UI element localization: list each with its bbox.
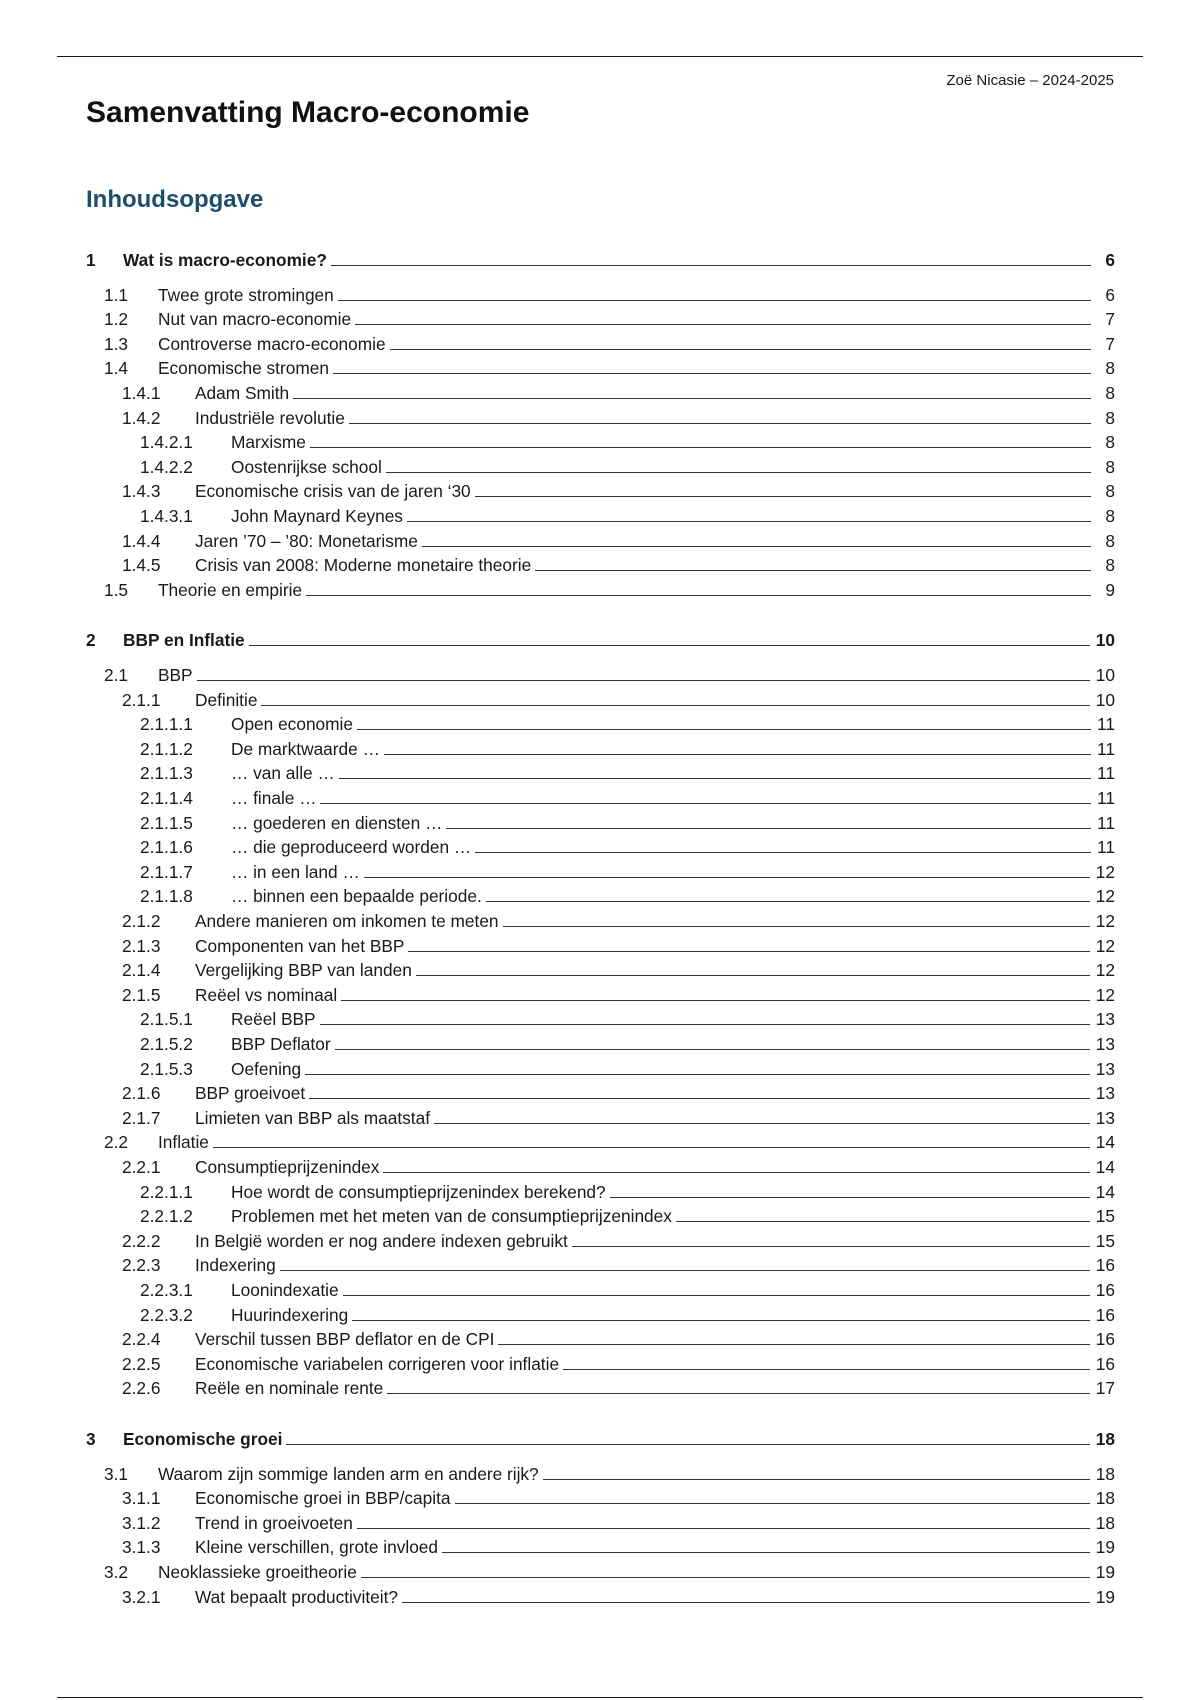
toc-leader-line <box>293 398 1091 399</box>
toc-entry-number: 2.2.1.2 <box>140 1206 193 1227</box>
toc-entry-title: BBP groeivoet <box>195 1083 306 1104</box>
toc-entry[interactable] <box>86 784 1115 808</box>
toc-entry-page: 19 <box>1095 1537 1115 1558</box>
toc-entry-number: 2.2 <box>104 1132 129 1153</box>
toc-entry[interactable] <box>86 453 1115 477</box>
toc-entry-page: 9 <box>1105 579 1115 600</box>
toc-leader-line <box>416 975 1090 976</box>
toc-entry[interactable] <box>86 1301 1115 1325</box>
toc-entry-page: 16 <box>1095 1255 1115 1276</box>
toc-entry-title: Indexering <box>195 1255 276 1276</box>
toc-entry-page: 16 <box>1095 1304 1115 1325</box>
toc-entry-number: 3.1.3 <box>122 1537 161 1558</box>
toc-leader-line <box>386 472 1091 473</box>
toc-entry-page: 13 <box>1095 1009 1115 1030</box>
toc-leader-line <box>486 901 1090 902</box>
toc-entry-number: 2.1.1.4 <box>140 788 193 808</box>
toc-leader-line <box>305 1074 1090 1075</box>
toc-entry[interactable] <box>86 1030 1115 1054</box>
toc-entry-number: 2.2.6 <box>122 1378 161 1399</box>
toc-entry[interactable] <box>86 1227 1115 1251</box>
toc-entry-number: 1.2 <box>104 309 129 330</box>
toc-leader-line <box>310 447 1091 448</box>
toc-entry[interactable] <box>86 833 1115 857</box>
toc-entry[interactable] <box>86 428 1115 452</box>
toc-entry-title: Reëel BBP <box>231 1009 316 1030</box>
toc-entry-number: 2.2.1.1 <box>140 1181 193 1202</box>
toc-entry-title: John Maynard Keynes <box>231 506 403 526</box>
toc-leader-line <box>442 1552 1090 1553</box>
toc-entry[interactable] <box>86 686 1115 710</box>
toc-entry[interactable] <box>86 882 1115 906</box>
toc-entry-number: 2.1.1.7 <box>140 861 193 882</box>
toc-entry-title: Industriële revolutie <box>195 407 345 428</box>
toc-entry-page: 16 <box>1095 1329 1115 1350</box>
toc-entry-number: 2.1 <box>104 665 129 685</box>
toc-entry-number: 2.1.3 <box>122 935 161 956</box>
toc-entry-page: 18 <box>1095 1429 1115 1449</box>
toc-entry-title: BBP <box>158 665 193 685</box>
toc-entry-title: Problemen met het meten van de consumptieprijzenindex <box>231 1206 672 1227</box>
toc-entry-page: 17 <box>1095 1378 1115 1399</box>
toc-leader-line <box>339 778 1091 779</box>
toc-entry[interactable] <box>86 1251 1115 1275</box>
toc-entry-page: 6 <box>1105 284 1115 305</box>
toc-entry-number: 1.4.1 <box>122 383 161 403</box>
toc-entry-page: 18 <box>1095 1463 1115 1484</box>
toc-entry-title: BBP Deflator <box>231 1034 331 1054</box>
toc-entry-title: Huurindexering <box>231 1304 349 1325</box>
toc-entry-title: Wat bepaalt productiviteit? <box>195 1586 399 1607</box>
toc-entry-number: 2 <box>86 630 96 651</box>
toc-entry-number: 3.1.2 <box>122 1512 161 1533</box>
toc-leader-line <box>320 803 1091 804</box>
toc-entry-page: 8 <box>1105 506 1115 526</box>
toc-entry-title: … van alle … <box>231 763 335 784</box>
toc-leader-line <box>402 1602 1090 1603</box>
toc-entry[interactable] <box>86 1276 1115 1300</box>
toc-entry[interactable] <box>86 735 1115 759</box>
toc-entry-title: Open economie <box>231 714 354 735</box>
toc-entry-page: 12 <box>1095 861 1115 882</box>
toc-entry-number: 1.4 <box>104 358 129 379</box>
toc-entry-page: 13 <box>1095 1034 1115 1054</box>
toc-leader-line <box>408 951 1089 952</box>
toc-leader-line <box>387 1393 1089 1394</box>
toc-entry-title: Inflatie <box>158 1132 209 1153</box>
toc-leader-line <box>543 1479 1090 1480</box>
toc-entry-page: 18 <box>1095 1512 1115 1533</box>
toc-leader-line <box>535 570 1091 571</box>
toc-leader-line <box>364 877 1090 878</box>
document-title: Samenvatting Macro-economie <box>86 96 530 129</box>
author-year: Zoë Nicasie – 2024-2025 <box>946 72 1114 89</box>
toc-entry-page: 7 <box>1105 309 1115 330</box>
toc-entry[interactable] <box>86 932 1115 956</box>
toc-leader-line <box>349 423 1091 424</box>
toc-leader-line <box>475 852 1091 853</box>
toc-entry-number: 2.1.5.3 <box>140 1058 193 1079</box>
toc-entry[interactable] <box>86 661 1115 685</box>
toc-entry-title: In België worden er nog andere indexen gebruikt <box>195 1230 568 1251</box>
toc-entry-title: Economische crisis van de jaren ‘30 <box>195 481 471 502</box>
toc-leader-line <box>333 373 1091 374</box>
toc-entry-page: 10 <box>1095 665 1115 685</box>
toc-leader-line <box>455 1503 1090 1504</box>
toc-entry-number: 2.1.1.5 <box>140 812 193 833</box>
toc-entry[interactable] <box>86 710 1115 734</box>
toc-entry-page: 15 <box>1095 1206 1115 1227</box>
toc-leader-line <box>422 546 1091 547</box>
toc-leader-line <box>213 1147 1090 1148</box>
toc-entry-number: 3.1 <box>104 1463 129 1484</box>
toc-entry-title: Waarom zijn sommige landen arm en andere rijk? <box>158 1463 539 1484</box>
toc-entry-title: Jaren ’70 – ’80: Monetarisme <box>195 530 418 551</box>
toc-entry-title: … die geproduceerd worden … <box>231 837 472 858</box>
toc-entry-number: 1.4.2.1 <box>140 432 193 453</box>
toc-entry-page: 10 <box>1095 630 1115 651</box>
toc-leader-line <box>357 1528 1090 1529</box>
toc-entry[interactable] <box>86 1460 1115 1484</box>
toc-leader-line <box>498 1344 1089 1345</box>
toc-entry[interactable] <box>86 1558 1115 1582</box>
toc-entry-title: Economische groei in BBP/capita <box>195 1488 451 1509</box>
toc-entry-page: 12 <box>1095 911 1115 931</box>
toc-entry-title: Verschil tussen BBP deflator en de CPI <box>195 1329 495 1350</box>
toc-leader-line <box>475 496 1091 497</box>
toc-entry-title: … binnen een bepaalde periode. <box>231 886 482 907</box>
toc-leader-line <box>286 1444 1089 1445</box>
toc-entry[interactable] <box>86 907 1115 931</box>
toc-chapter[interactable] <box>86 1425 1115 1449</box>
toc-entry[interactable] <box>86 1509 1115 1533</box>
toc-leader-line <box>280 1270 1090 1271</box>
toc-entry-page: 8 <box>1105 481 1115 502</box>
toc-entry-page: 7 <box>1105 333 1115 354</box>
toc-entry-title: … in een land … <box>231 861 360 882</box>
toc-leader-line <box>361 1577 1090 1578</box>
toc-entry-page: 11 <box>1097 788 1115 808</box>
toc-entry-number: 1.5 <box>104 579 129 600</box>
toc-entry-page: 8 <box>1105 383 1115 403</box>
toc-leader-line <box>352 1320 1090 1321</box>
toc-entry[interactable] <box>86 1533 1115 1557</box>
toc-entry-number: 2.1.1.3 <box>140 763 193 784</box>
toc-entry-number: 2.2.3.2 <box>140 1304 193 1325</box>
toc-entry-number: 2.1.2 <box>122 911 161 931</box>
toc-entry[interactable] <box>86 1178 1115 1202</box>
toc-leader-line <box>503 926 1090 927</box>
toc-entry-title: Wat is macro-economie? <box>123 250 327 270</box>
toc-entry-title: Andere manieren om inkomen te meten <box>195 911 499 931</box>
toc-leader-line <box>331 265 1091 266</box>
toc-entry-number: 2.2.2 <box>122 1230 161 1251</box>
toc-entry[interactable] <box>86 354 1115 378</box>
toc-entry-page: 14 <box>1095 1132 1115 1153</box>
toc-entry-page: 8 <box>1105 407 1115 428</box>
toc-entry[interactable] <box>86 305 1115 329</box>
toc-entry-title: Marxisme <box>231 432 306 453</box>
toc-entry[interactable] <box>86 379 1115 403</box>
toc-entry-page: 8 <box>1105 530 1115 551</box>
toc-entry-number: 2.1.1 <box>122 689 161 710</box>
toc-entry-number: 2.1.4 <box>122 960 161 981</box>
toc-entry[interactable] <box>86 404 1115 428</box>
toc-leader-line <box>338 300 1091 301</box>
toc-entry[interactable] <box>86 1079 1115 1103</box>
toc-entry-number: 2.1.5.1 <box>140 1009 193 1030</box>
toc-leader-line <box>390 349 1091 350</box>
toc-entry-page: 13 <box>1095 1107 1115 1128</box>
toc-entry-page: 10 <box>1095 689 1115 710</box>
toc-entry-title: Theorie en empirie <box>158 579 303 600</box>
toc-entry-page: 19 <box>1095 1586 1115 1607</box>
toc-entry-page: 11 <box>1097 714 1115 735</box>
toc-leader-line <box>335 1049 1090 1050</box>
toc-entry[interactable] <box>86 1350 1115 1374</box>
toc-entry-title: De marktwaarde … <box>231 738 380 759</box>
toc-entry-page: 8 <box>1105 358 1115 379</box>
toc-entry-title: Kleine verschillen, grote invloed <box>195 1537 439 1558</box>
toc-entry-number: 1.4.5 <box>122 555 161 576</box>
toc-entry-number: 2.1.6 <box>122 1083 161 1104</box>
toc-entry[interactable] <box>86 1055 1115 1079</box>
toc-entry-title: Oefening <box>231 1058 302 1079</box>
toc-leader-line <box>355 324 1091 325</box>
toc-entry-number: 2.2.4 <box>122 1329 161 1350</box>
toc-leader-line <box>676 1221 1090 1222</box>
toc-entry-title: Adam Smith <box>195 383 290 403</box>
toc-leader-line <box>384 754 1091 755</box>
toc-entry[interactable] <box>86 1104 1115 1128</box>
toc-entry-page: 6 <box>1105 250 1115 270</box>
toc-entry-page: 14 <box>1095 1181 1115 1202</box>
toc-entry-page: 12 <box>1095 935 1115 956</box>
toc-entry-page: 8 <box>1105 456 1115 477</box>
toc-entry-page: 8 <box>1105 555 1115 576</box>
toc-leader-line <box>407 521 1091 522</box>
toc-leader-line <box>306 595 1091 596</box>
toc-entry-page: 15 <box>1095 1230 1115 1251</box>
toc-entry-page: 11 <box>1097 763 1115 784</box>
toc-entry-title: Crisis van 2008: Moderne monetaire theorie <box>195 555 532 576</box>
toc-entry[interactable] <box>86 956 1115 980</box>
footer-rule <box>57 1697 1143 1698</box>
toc-entry-title: … finale … <box>231 788 317 808</box>
toc-entry[interactable] <box>86 477 1115 501</box>
toc-entry[interactable] <box>86 759 1115 783</box>
toc-entry-title: Nut van macro-economie <box>158 309 352 330</box>
toc-entry-title: Vergelijking BBP van landen <box>195 960 412 981</box>
toc-entry-number: 1 <box>86 250 96 270</box>
toc-entry-number: 2.1.1.2 <box>140 738 193 759</box>
toc-leader-line <box>572 1246 1090 1247</box>
toc-entry[interactable] <box>86 551 1115 575</box>
toc-entry-number: 3.2.1 <box>122 1586 161 1607</box>
toc-entry-page: 14 <box>1095 1157 1115 1177</box>
toc-entry-title: … goederen en diensten … <box>231 812 443 833</box>
toc-entry-number: 2.2.1 <box>122 1157 161 1177</box>
toc-entry-page: 12 <box>1095 984 1115 1005</box>
toc-entry-title: BBP en Inflatie <box>123 630 245 651</box>
toc-entry-title: Componenten van het BBP <box>195 935 405 956</box>
toc-entry-number: 3.2 <box>104 1562 129 1582</box>
toc-entry-number: 1.4.3 <box>122 481 161 502</box>
toc-leader-line <box>383 1172 1089 1173</box>
toc-entry-title: Economische groei <box>123 1429 283 1449</box>
toc-entry[interactable] <box>86 858 1115 882</box>
toc-entry[interactable] <box>86 330 1115 354</box>
toc-chapter[interactable] <box>86 246 1115 270</box>
toc-entry-page: 11 <box>1097 837 1115 858</box>
toc-entry-number: 3.1.1 <box>122 1488 161 1509</box>
toc-entry-page: 8 <box>1105 432 1115 453</box>
toc-entry-page: 12 <box>1095 960 1115 981</box>
toc-entry-title: Economische variabelen corrigeren voor inflatie <box>195 1353 560 1374</box>
toc-entry-number: 2.2.3.1 <box>140 1280 193 1300</box>
toc-entry[interactable] <box>86 1583 1115 1607</box>
toc-entry-title: Reële en nominale rente <box>195 1378 384 1399</box>
toc-leader-line <box>610 1197 1090 1198</box>
toc-entry-page: 12 <box>1095 886 1115 907</box>
toc-entry-title: Consumptieprijzenindex <box>195 1157 380 1177</box>
toc-entry-page: 13 <box>1095 1083 1115 1104</box>
toc-entry-title: Loonindexatie <box>231 1280 339 1300</box>
toc-entry[interactable] <box>86 1153 1115 1177</box>
toc-entry-page: 16 <box>1095 1280 1115 1300</box>
toc-entry-number: 2.2.3 <box>122 1255 161 1276</box>
toc-entry-page: 19 <box>1095 1562 1115 1582</box>
toc-entry[interactable] <box>86 281 1115 305</box>
toc-leader-line <box>197 680 1090 681</box>
toc-entry-page: 13 <box>1095 1058 1115 1079</box>
toc-entry-page: 16 <box>1095 1353 1115 1374</box>
toc-entry-number: 2.2.5 <box>122 1353 161 1374</box>
toc-leader-line <box>434 1123 1090 1124</box>
toc-entry-title: Oostenrijkse school <box>231 456 382 477</box>
toc-entry[interactable] <box>86 809 1115 833</box>
toc-leader-line <box>563 1369 1090 1370</box>
toc-entry-page: 18 <box>1095 1488 1115 1509</box>
toc-leader-line <box>309 1098 1090 1099</box>
toc-entry-number: 3 <box>86 1429 96 1449</box>
toc-entry-number: 2.1.5 <box>122 984 161 1005</box>
toc-entry-number: 1.4.4 <box>122 530 161 551</box>
toc-entry-number: 1.4.2.2 <box>140 456 193 477</box>
toc-entry-title: Controverse macro-economie <box>158 333 386 354</box>
toc-leader-line <box>446 828 1091 829</box>
toc-entry-page: 11 <box>1097 738 1115 759</box>
toc-entry-title: Reëel vs nominaal <box>195 984 338 1005</box>
toc-leader-line <box>249 645 1090 646</box>
toc-entry-number: 2.1.1.1 <box>140 714 193 735</box>
toc-heading: Inhoudsopgave <box>86 186 264 213</box>
toc-leader-line <box>343 1295 1090 1296</box>
toc-entry-page: 11 <box>1097 812 1115 833</box>
toc-entry-number: 1.1 <box>104 284 129 305</box>
toc-entry-number: 1.4.3.1 <box>140 506 193 526</box>
toc-entry[interactable] <box>86 1484 1115 1508</box>
toc-entry[interactable] <box>86 502 1115 526</box>
toc-entry[interactable] <box>86 1128 1115 1152</box>
toc-entry[interactable] <box>86 981 1115 1005</box>
toc-entry[interactable] <box>86 1325 1115 1349</box>
toc-entry-title: Trend in groeivoeten <box>195 1512 353 1533</box>
toc-leader-line <box>357 729 1091 730</box>
toc-entry-title: Economische stromen <box>158 358 329 379</box>
toc-chapter[interactable] <box>86 626 1115 650</box>
toc-entry-number: 1.4.2 <box>122 407 161 428</box>
toc-entry-title: Hoe wordt de consumptieprijzenindex berekend? <box>231 1181 606 1202</box>
toc-entry[interactable] <box>86 527 1115 551</box>
toc-entry-title: Twee grote stromingen <box>158 284 334 305</box>
toc-entry-number: 2.1.1.6 <box>140 837 193 858</box>
toc-entry-number: 2.1.7 <box>122 1107 161 1128</box>
toc-entry-number: 2.1.1.8 <box>140 886 193 907</box>
toc-entry-title: Definitie <box>195 689 258 710</box>
table-of-contents <box>86 246 1115 1616</box>
toc-entry-number: 1.3 <box>104 333 129 354</box>
toc-entry-title: Limieten van BBP als maatstaf <box>195 1107 431 1128</box>
toc-entry-title: Neoklassieke groeitheorie <box>158 1562 357 1582</box>
toc-entry-number: 2.1.5.2 <box>140 1034 193 1054</box>
header-rule <box>57 56 1143 57</box>
toc-entry[interactable] <box>86 1005 1115 1029</box>
toc-leader-line <box>261 705 1089 706</box>
toc-entry[interactable] <box>86 576 1115 600</box>
toc-leader-line <box>320 1024 1090 1025</box>
toc-entry[interactable] <box>86 1374 1115 1398</box>
toc-leader-line <box>341 1000 1090 1001</box>
toc-entry[interactable] <box>86 1202 1115 1226</box>
